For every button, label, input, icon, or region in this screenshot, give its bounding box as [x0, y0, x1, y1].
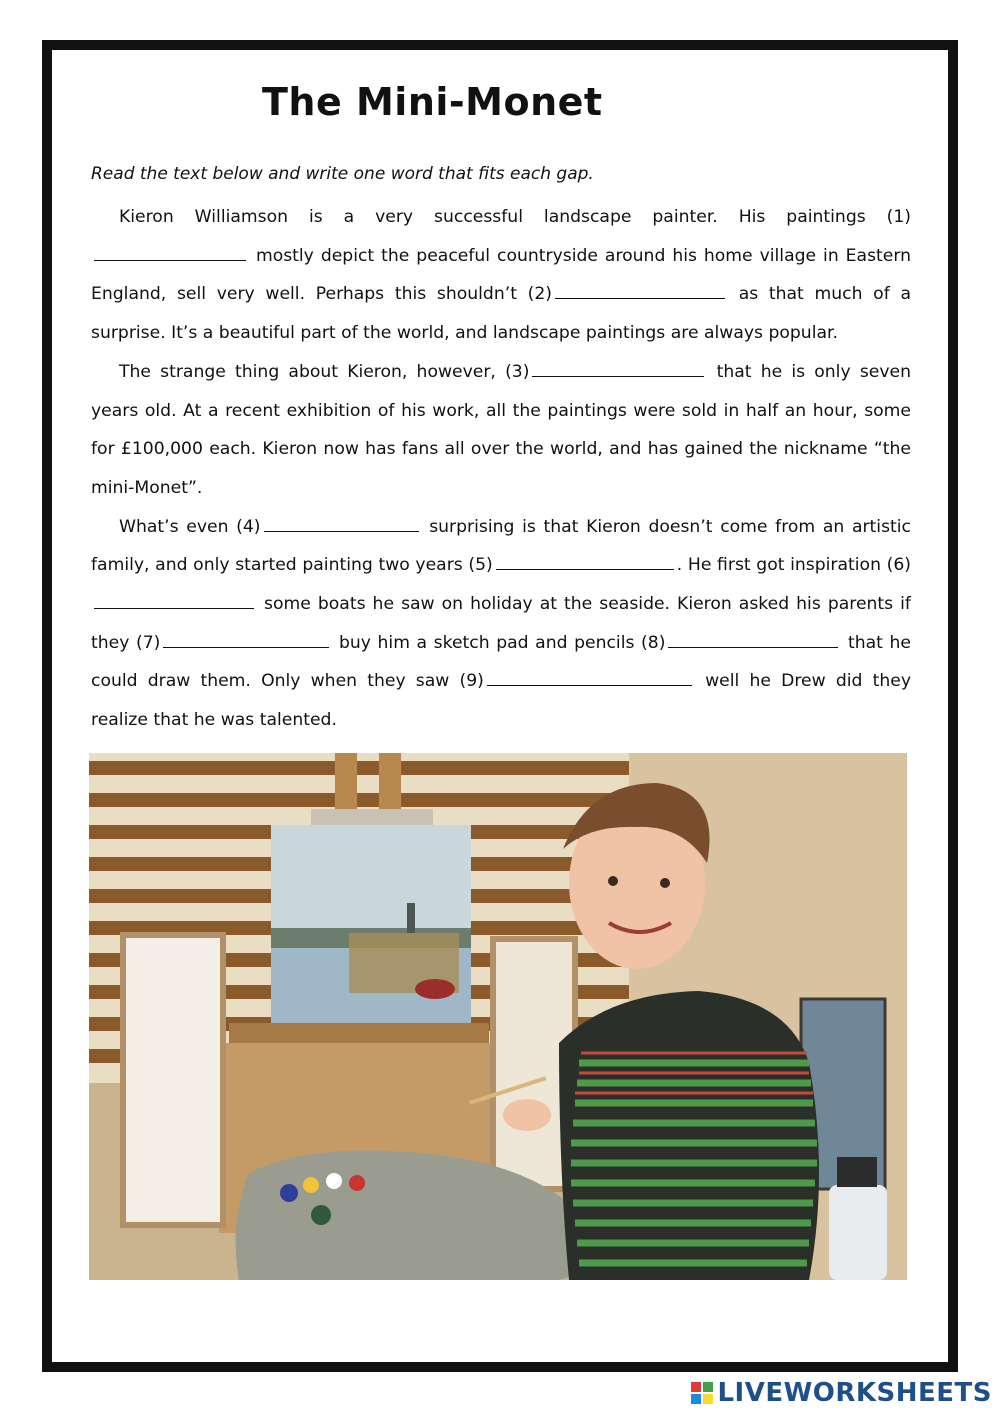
page-title: The Mini-Monet	[262, 80, 603, 124]
gap-number: (4)	[236, 516, 261, 537]
logo-square	[691, 1394, 701, 1404]
photo-boy-painting	[89, 753, 907, 1280]
gap-1-input[interactable]	[94, 242, 246, 261]
gap-4-input[interactable]	[264, 513, 419, 532]
gap-number: (6)	[886, 555, 911, 576]
logo-icon	[691, 1382, 713, 1404]
logo-square	[691, 1382, 701, 1392]
gap-3-input[interactable]	[532, 358, 704, 377]
gap-number: (3)	[505, 361, 530, 382]
logo-square	[703, 1382, 713, 1392]
logo-text: LIVEWORKSHEETS	[717, 1378, 992, 1408]
gap-number: (5)	[468, 555, 493, 576]
gap-number: (8)	[641, 632, 666, 653]
gap-number: (9)	[459, 671, 484, 692]
text-segment: . He first got inspiration	[676, 555, 887, 576]
text-segment: some boats he saw on holiday at the seaside. Kieron asked his parents if they	[91, 594, 911, 653]
gap-7-input[interactable]	[163, 629, 329, 648]
paragraph-2	[91, 353, 911, 508]
gap-number: (7)	[135, 632, 161, 653]
paragraph-1	[91, 198, 911, 353]
landscape-painting	[271, 825, 471, 1023]
gap-5-input[interactable]	[496, 551, 674, 570]
bottle	[829, 1185, 887, 1280]
text-segment: mostly depict the peaceful countryside around his home village in Eastern England, sell very well. Perhaps this shouldn’t	[91, 245, 911, 305]
gap-8-input[interactable]	[668, 629, 838, 648]
text-segment: Kieron Williamson is a very successful landscape painter. His paintings	[119, 207, 887, 227]
text-segment: well he Drew did they realize that he was talented.	[91, 671, 911, 731]
gap-2-input[interactable]	[555, 280, 725, 299]
photo-illustration	[89, 753, 907, 1280]
text-segment: surprising is that Kieron doesn’t come from an artistic family, and only started painting two years	[91, 516, 911, 576]
text-segment: that he could draw them. Only when they saw	[91, 632, 911, 692]
logo-square	[703, 1394, 713, 1404]
gap-number: (2)	[527, 284, 552, 305]
gap-9-input[interactable]	[487, 667, 692, 686]
text-segment: What’s even	[119, 516, 237, 537]
text-segment: as that much of a surprise. It’s a beautiful part of the world, and landscape paintings are always popular.	[91, 284, 911, 344]
liveworksheets-logo	[691, 1378, 992, 1408]
instructions: Read the text below and write one word that fits each gap.	[91, 164, 594, 184]
text-segment: buy him a sketch pad and pencils	[332, 632, 642, 653]
blank-canvas	[123, 935, 223, 1225]
text-segment: that he is only seven years old. At a recent exhibition of his work, all the paintings were sold in half an hour, some for £100,000 each. Kieron now has fans all over the world, and has gained the nickname “the mini-Monet”.	[91, 361, 911, 498]
paragraph-3	[91, 508, 911, 740]
passage	[91, 198, 911, 740]
text-segment: The strange thing about Kieron, however,	[119, 361, 506, 382]
gap-number: (1)	[886, 207, 911, 227]
gap-6-input[interactable]	[94, 590, 254, 609]
